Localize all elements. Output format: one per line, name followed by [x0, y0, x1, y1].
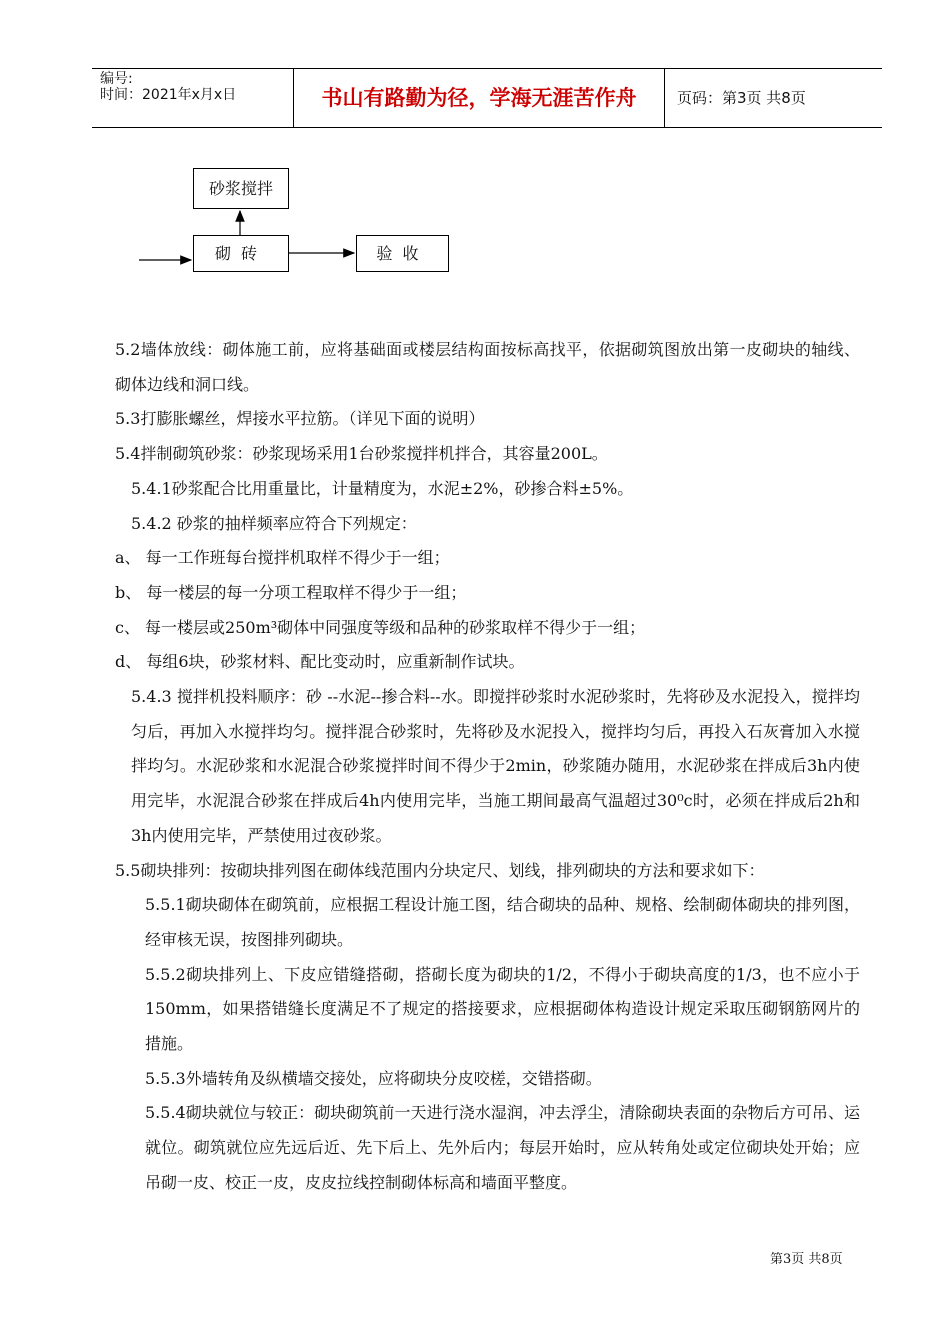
list-item-a: a、 每一工作班每台搅拌机取样不得少于一组；: [115, 548, 450, 568]
paragraph-5-5-4: 5.5.4砌块就位与较正：砌块砌筑前一天进行浇水湿润，冲去浮尘，清除砌块表面的杂物后方可吊、运就位。砌筑就位应先远后近、先下后上、先外后内；每层开始时，应从转角处或定位砌块处开始；应吊砌一皮、校正一皮，皮皮拉线控制砌体标高和墙面平整度。: [145, 1103, 860, 1192]
flow-box-mortar-mixing: 砂浆搅拌: [193, 168, 289, 209]
list-item-b: b、 每一楼层的每一分项工程取样不得少于一组；: [115, 582, 467, 602]
header-motto: 书山有路勤为径，学海无涯苦作舟: [293, 69, 665, 127]
body-text: [115, 333, 860, 1201]
paragraph-5-5-3: 5.5.3外墙转角及纵横墙交接处，应将砌块分皮咬槎，交错搭砌。: [145, 1068, 602, 1088]
paragraph-5-4-3: 5.4.3 搅拌机投料顺序：砂 --水泥--掺合料--水。即搅拌砂浆时水泥砂浆时，先将砂及水泥投入，搅拌均匀后，再加入水搅拌均匀。搅拌混合砂浆时，先将砂及水泥投入，搅拌均匀后，再投入石灰膏加入水搅拌均匀。水泥砂浆和水泥混合砂浆搅拌时间不得少于2min，砂浆随办随用，水泥砂浆在拌成后3h内使用完毕，水泥混合砂浆在拌成后4h内使用完毕，当施工期间最高气温超过30⁰c时，必须在拌成后2h和3h内使用完毕，严禁使用过夜砂浆。: [131, 687, 860, 845]
flowchart-connectors: [0, 0, 950, 320]
paragraph-5-2: 5.2墙体放线：砌体施工前，应将基础面或楼层结构面按标高找平，依据砌筑图放出第一皮砌块的轴线、砌体边线和洞口线。: [115, 340, 860, 394]
paragraph-5-4-1: 5.4.1砂浆配合比用重量比，计量精度为，水泥±2%，砂掺合料±5%。: [131, 478, 634, 498]
time-label: 时间：2021年x月x日: [100, 87, 237, 103]
flow-box-acceptance: 验收: [356, 235, 449, 272]
list-item-d: d、 每组6块，砂浆材料、配比变动时，应重新制作试块。: [115, 652, 525, 672]
list-item-c: c、 每一楼层或250m³砌体中同强度等级和品种的砂浆取样不得少于一组；: [115, 617, 646, 637]
number-label: 编号:: [100, 71, 133, 87]
paragraph-5-5-1: 5.5.1砌块砌体在砌筑前，应根据工程设计施工图，结合砌块的品种、规格、绘制砌体砌块的排列图，经审核无误，按图排列砌块。: [145, 895, 860, 949]
paragraph-5-5-2: 5.5.2砌块排列上、下皮应错缝搭砌，搭砌长度为砌块的1/2，不得小于砌块高度的1/3，也不应小于150mm，如果搭错缝长度满足不了规定的搭接要求，应根据砌体构造设计规定采取压砌钢筋网片的措施。: [145, 964, 860, 1054]
header-page-label: 页码：第3页 共8页: [677, 89, 806, 107]
paragraph-5-4-2: 5.4.2 砂浆的抽样频率应符合下列规定：: [131, 513, 417, 533]
paragraph-5-3: 5.3打膨胀螺丝，焊接水平拉筋。（详见下面的说明）: [115, 409, 485, 429]
paragraph-5-5: 5.5砌块排列：按砌块排列图在砌体线范围内分块定尺、划线，排列砌块的方法和要求如下：: [115, 860, 765, 880]
paragraph-5-4: 5.4拌制砌筑砂浆：砂浆现场采用1台砂浆搅拌机拌合，其容量200L。: [115, 444, 608, 464]
page-footer: 第3页 共8页: [770, 1252, 843, 1267]
flow-box-bricklaying: 砌砖: [193, 235, 289, 272]
